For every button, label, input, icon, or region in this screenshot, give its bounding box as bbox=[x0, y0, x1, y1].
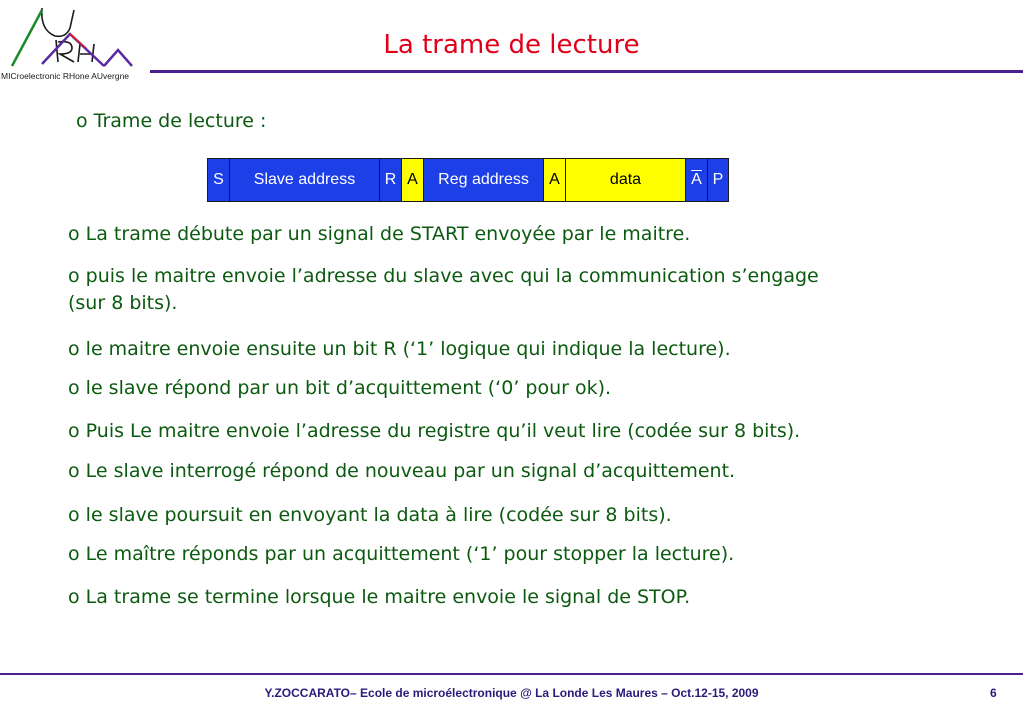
frame-cell-data: data bbox=[566, 159, 686, 201]
bullet-item: o La trame se termine lorsque le maitre envoie le signal de STOP. bbox=[68, 586, 691, 608]
frame-cell-stop: P bbox=[708, 159, 728, 201]
bullet-item-continuation: (sur 8 bits). bbox=[68, 292, 178, 314]
bullet-item: o Le slave interrogé répond de nouveau par un signal d’acquittement. bbox=[68, 460, 736, 482]
frame-cell-reg-address: Reg address bbox=[424, 159, 544, 201]
frame-cell-slave-address: Slave address bbox=[230, 159, 380, 201]
frame-cell-ack-1: A bbox=[402, 159, 424, 201]
frame-cell-start: S bbox=[208, 159, 230, 201]
bullet-item: o puis le maitre envoie l’adresse du slave avec qui la communication s’engage bbox=[68, 265, 819, 287]
bullet-item: o Puis Le maitre envoie l’adresse du registre qu’il veut lire (codée sur 8 bits). bbox=[68, 420, 801, 442]
header-divider bbox=[150, 70, 1023, 73]
page-number: 6 bbox=[990, 686, 997, 700]
footer-text: Y.ZOCCARATO– Ecole de microélectronique @ La Londe Les Maures – Oct.12-15, 2009 bbox=[264, 686, 759, 700]
bullet-item: o le slave répond par un bit d’acquittement (‘0’ pour ok). bbox=[68, 377, 612, 399]
bullet-item: o Le maître réponds par un acquittement (‘1’ pour stopper la lecture). bbox=[68, 543, 735, 565]
frame-cell-read-bit: R bbox=[380, 159, 402, 201]
bullet-item: o le slave poursuit en envoyant la data à lire (codée sur 8 bits). bbox=[68, 504, 672, 526]
footer-divider bbox=[0, 673, 1023, 675]
section-heading: o Trame de lecture : bbox=[76, 110, 267, 132]
frame-cell-ack-2: A bbox=[544, 159, 566, 201]
bullet-item: o La trame débute par un signal de START envoyée par le maitre. bbox=[68, 223, 691, 245]
frame-cell-nack: $\overline{A}$ bbox=[686, 159, 708, 201]
bullet-item: o le maitre envoie ensuite un bit R (‘1’ logique qui indique la lecture). bbox=[68, 338, 731, 360]
read-frame-diagram bbox=[207, 158, 729, 202]
logo-caption: MICroelectronic RHone AUvergne bbox=[1, 71, 130, 81]
page-title: La trame de lecture bbox=[383, 30, 640, 60]
